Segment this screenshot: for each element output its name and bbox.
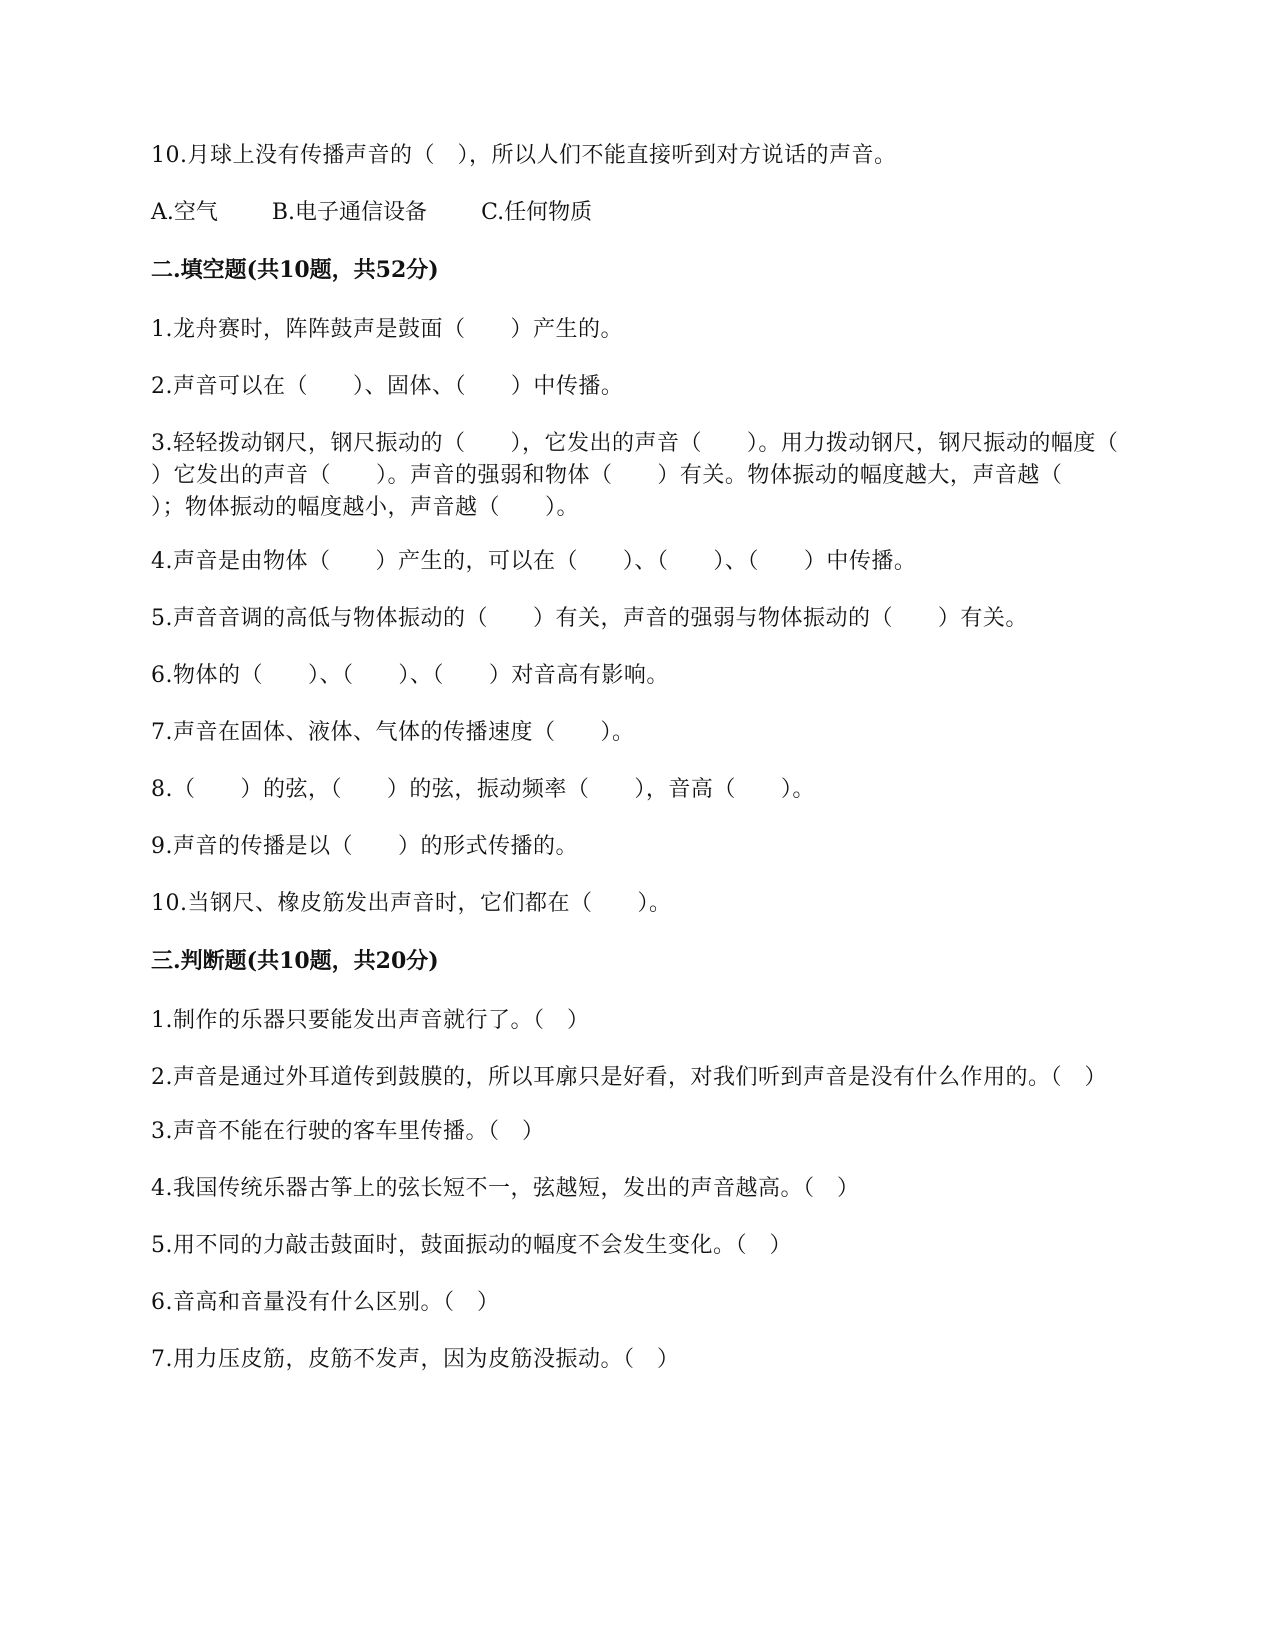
fill-question-2: 2.声音可以在（ ）、固体、（ ）中传播。	[151, 374, 624, 399]
fill-question-1: 1.龙舟赛时，阵阵鼓声是鼓面（ ）产生的。	[151, 317, 623, 342]
fill-question-10: 10.当钢尺、橡皮筋发出声音时，它们都在（ ）。	[151, 891, 672, 916]
fill-question-5: 5.声音音调的高低与物体振动的（ ）有关，声音的强弱与物体振动的（ ）有关。	[151, 606, 1028, 631]
judge-question-1: 1.制作的乐器只要能发出声音就行了。（ ）	[151, 1008, 590, 1033]
section-heading-true-false: 三.判断题(共10题，共20分)	[151, 948, 439, 974]
fill-question-8: 8.（ ）的弦，（ ）的弦，振动频率（ ），音高（ ）。	[151, 777, 815, 802]
fill-question-4: 4.声音是由物体（ ）产生的，可以在（ ）、（ ）、（ ）中传播。	[151, 549, 917, 574]
option-b: B.电子通信设备	[271, 200, 428, 225]
judge-question-5: 5.用不同的力敲击鼓面时，鼓面振动的幅度不会发生变化。（ ）	[151, 1233, 792, 1258]
judge-question-4: 4.我国传统乐器古筝上的弦长短不一，弦越短，发出的声音越高。（ ）	[151, 1176, 860, 1201]
judge-question-2: 2.声音是通过外耳道传到鼓膜的，所以耳廓只是好看，对我们听到声音是没有什么作用的。（ ）	[151, 1065, 1107, 1090]
option-c: C.任何物质	[481, 200, 593, 225]
fill-question-7: 7.声音在固体、液体、气体的传播速度（ ）。	[151, 720, 635, 745]
section-heading-fill-in: 二.填空题(共10题，共52分)	[151, 257, 439, 283]
option-a: A.空气	[151, 200, 218, 225]
fill-question-6: 6.物体的（ ）、（ ）、（ ）对音高有影响。	[151, 663, 669, 688]
fill-question-9: 9.声音的传播是以（ ）的形式传播的。	[151, 834, 578, 859]
judge-question-6: 6.音高和音量没有什么区别。（ ）	[151, 1290, 500, 1315]
judge-question-7: 7.用力压皮筋，皮筋不发声，因为皮筋没振动。（ ）	[151, 1347, 680, 1372]
question-10-choice: 10.月球上没有传播声音的（ ），所以人们不能直接听到对方说话的声音。	[151, 143, 897, 168]
judge-question-3: 3.声音不能在行驶的客车里传播。（ ）	[151, 1119, 545, 1144]
fill-question-3: 3.轻轻拨动钢尺，钢尺振动的（ ），它发出的声音（ ）。用力拨动钢尺，钢尺振动的幅度（ ）它发出的声音（ ）。声音的强弱和物体（ ）有关。物体振动的幅度越大，声音越（ ）；物体振动的幅度越小，声音越（ ）。	[151, 431, 1164, 520]
document-page	[151, 140, 1164, 1401]
answer-options	[151, 197, 1131, 229]
